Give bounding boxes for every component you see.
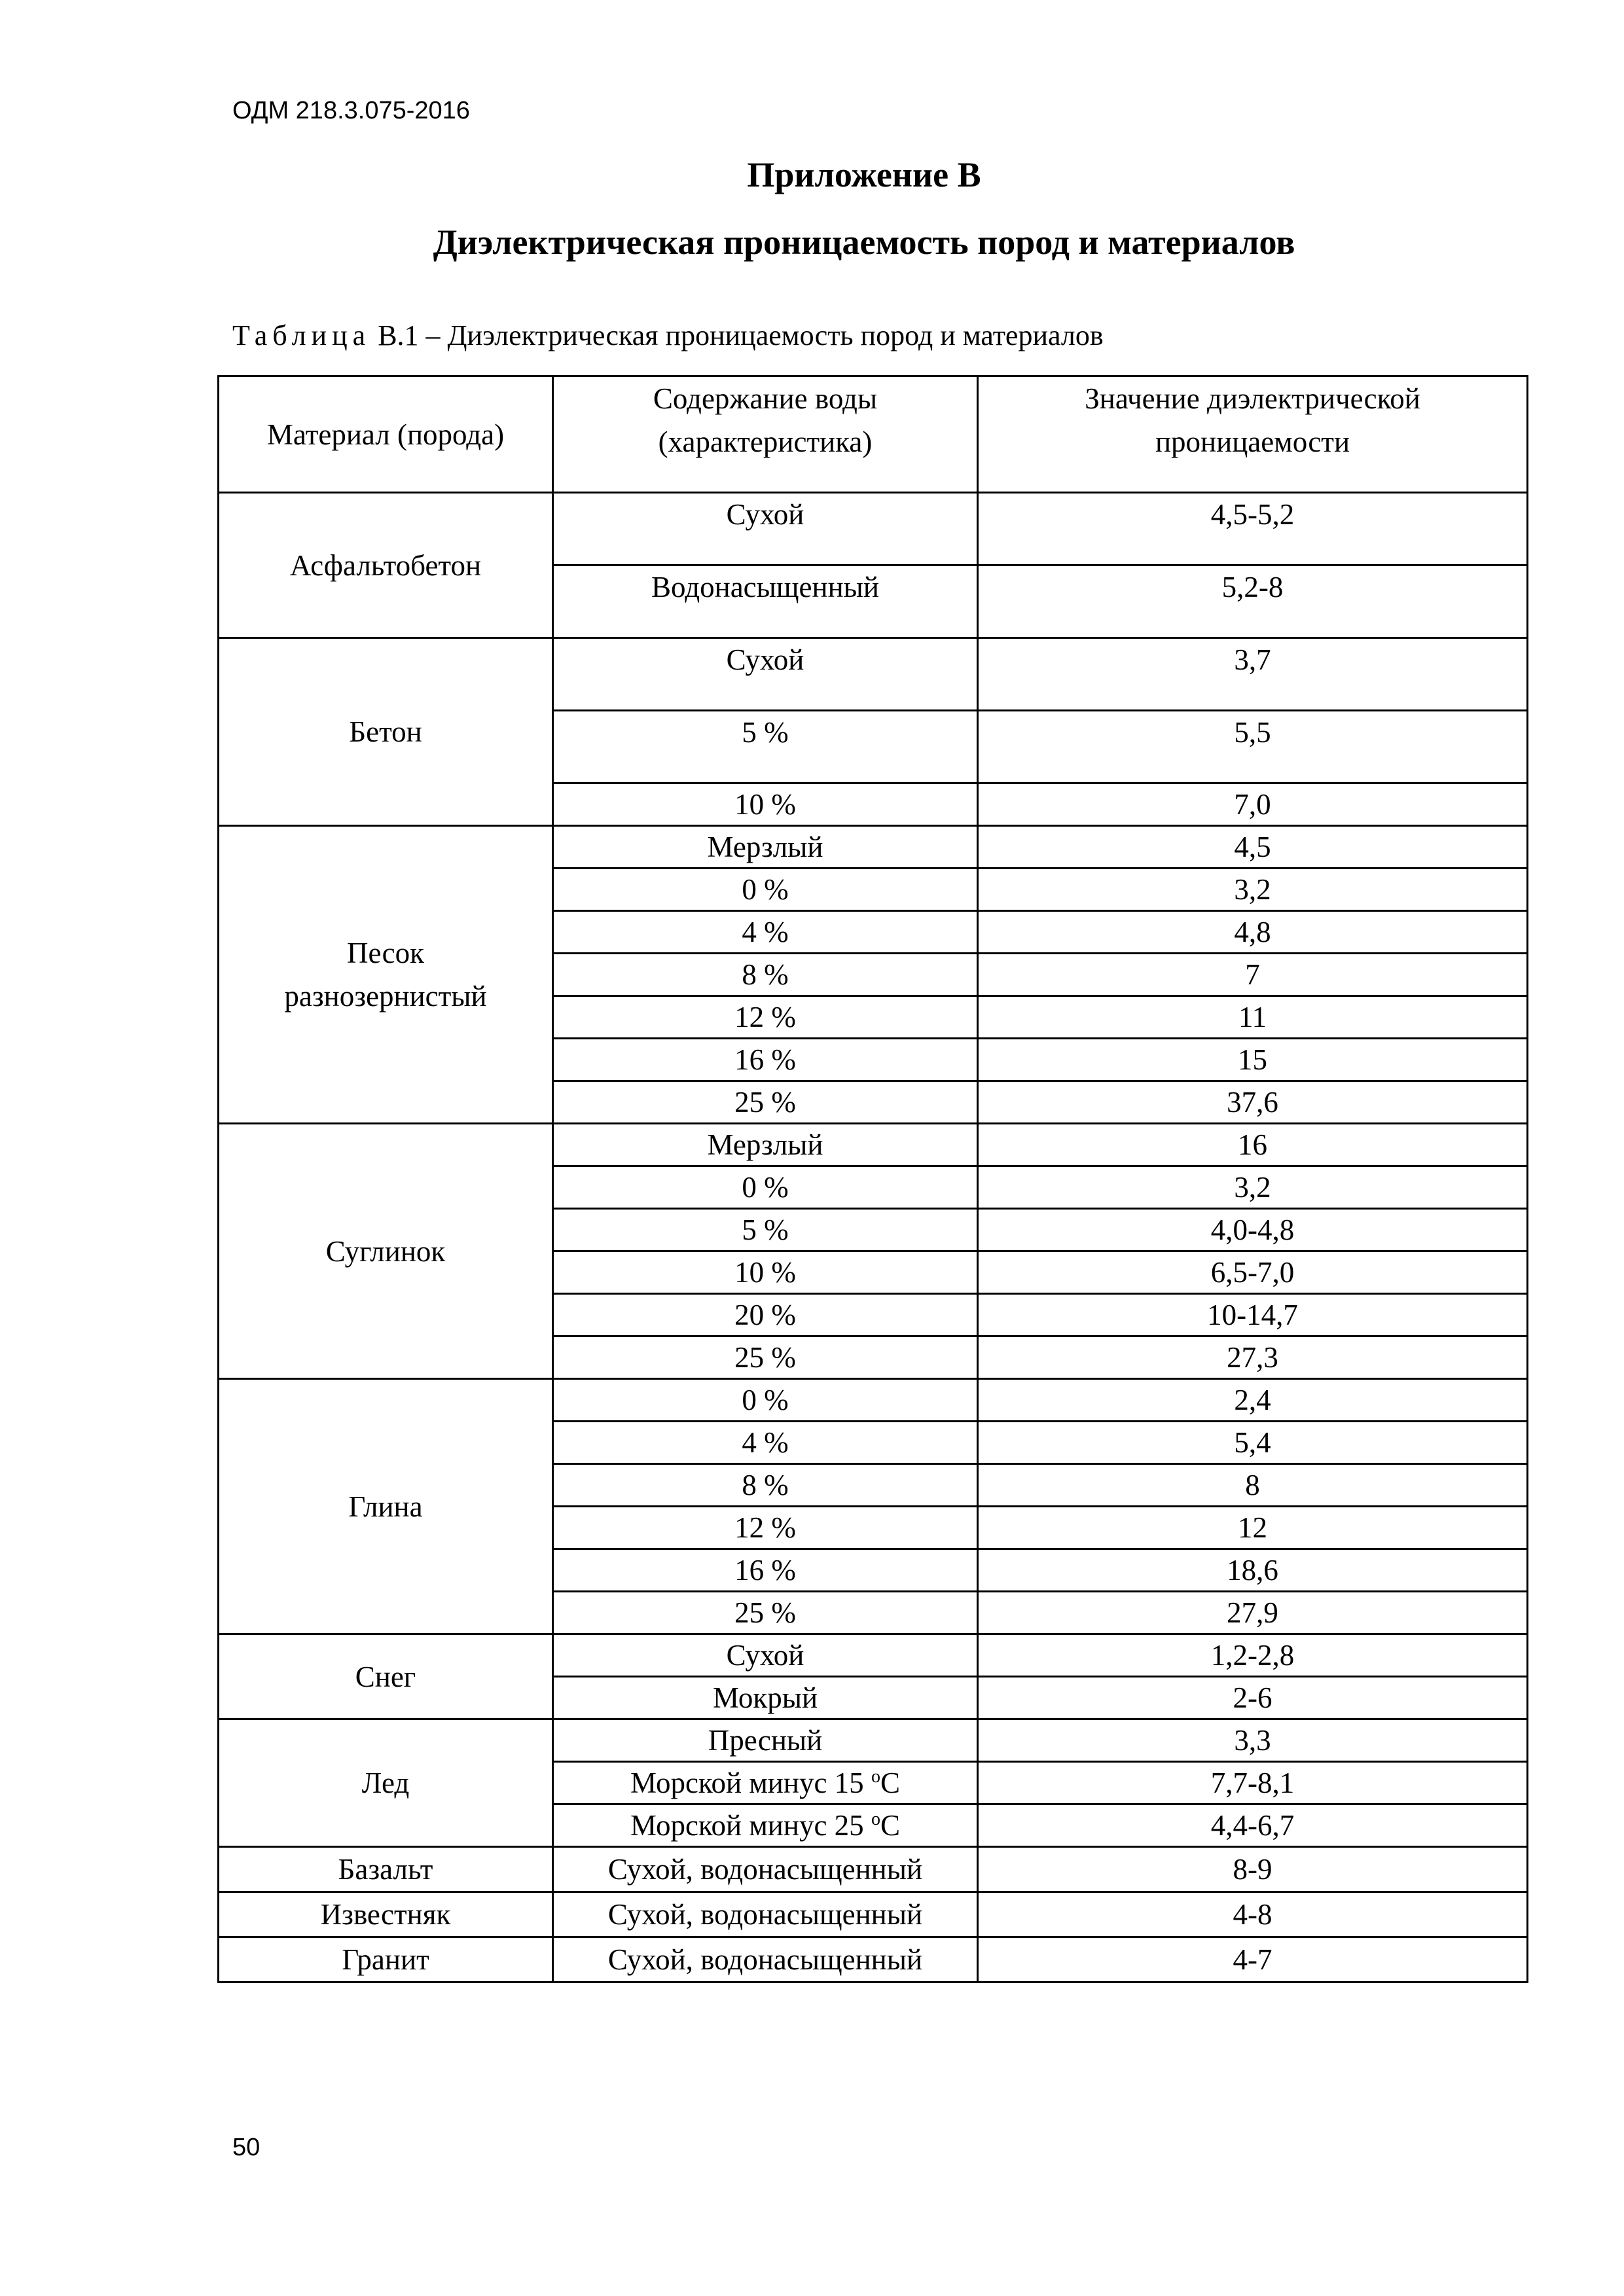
dielectric-value-cell: 6,5-7,0 bbox=[978, 1251, 1528, 1294]
dielectric-table bbox=[217, 375, 1528, 1983]
dielectric-value-cell: 4,4-6,7 bbox=[978, 1804, 1528, 1847]
dielectric-value-cell: 10-14,7 bbox=[978, 1294, 1528, 1336]
page-number: 50 bbox=[232, 2134, 261, 2161]
dielectric-value-cell: 8 bbox=[978, 1464, 1528, 1507]
table-row bbox=[219, 1937, 1528, 1982]
table-row bbox=[219, 1892, 1528, 1937]
table-row bbox=[219, 493, 1528, 565]
water-content-cell: Сухой bbox=[553, 638, 978, 711]
table-caption-label: Таблица bbox=[232, 319, 371, 351]
water-content-cell: 25 % bbox=[553, 1336, 978, 1379]
table-row bbox=[219, 638, 1528, 711]
table-header-row bbox=[219, 376, 1528, 493]
dielectric-value-cell: 3,2 bbox=[978, 869, 1528, 911]
dielectric-value-cell: 37,6 bbox=[978, 1081, 1528, 1124]
water-content-cell: 5 % bbox=[553, 1209, 978, 1251]
water-content-cell: Сухой, водонасыщенный bbox=[553, 1892, 978, 1937]
appendix-title: Приложение В bbox=[747, 155, 981, 194]
material-cell: Базальт bbox=[219, 1847, 553, 1892]
water-content-cell: Мерзлый bbox=[553, 1124, 978, 1166]
dielectric-value-cell: 16 bbox=[978, 1124, 1528, 1166]
water-content-cell: 10 % bbox=[553, 783, 978, 826]
water-content-cell: 10 % bbox=[553, 1251, 978, 1294]
degree-sign: o bbox=[871, 1767, 880, 1787]
water-content-cell: 0 % bbox=[553, 1166, 978, 1209]
table-row bbox=[219, 1124, 1528, 1166]
appendix-subtitle: Диэлектрическая проницаемость пород и материалов bbox=[433, 223, 1295, 262]
column-header-water-content: Содержание воды (характеристика) bbox=[553, 376, 978, 493]
water-content-cell: Сухой bbox=[553, 1634, 978, 1677]
dielectric-value-cell: 18,6 bbox=[978, 1549, 1528, 1592]
water-content-cell: 4 % bbox=[553, 911, 978, 954]
dielectric-value-cell: 7,0 bbox=[978, 783, 1528, 826]
dielectric-value-cell: 3,2 bbox=[978, 1166, 1528, 1209]
table-row bbox=[219, 1719, 1528, 1762]
dielectric-value-cell: 3,3 bbox=[978, 1719, 1528, 1762]
dielectric-value-cell: 2,4 bbox=[978, 1379, 1528, 1422]
dielectric-value-cell: 1,2-2,8 bbox=[978, 1634, 1528, 1677]
dielectric-value-cell: 7 bbox=[978, 954, 1528, 996]
table-row bbox=[219, 1379, 1528, 1422]
water-content-cell: Пресный bbox=[553, 1719, 978, 1762]
dielectric-value-cell: 4-7 bbox=[978, 1937, 1528, 1982]
water-content-cell: 0 % bbox=[553, 1379, 978, 1422]
document-code: ОДМ 218.3.075-2016 bbox=[232, 97, 470, 124]
water-content-cell: Водонасыщенный bbox=[553, 565, 978, 638]
water-content-cell: Мерзлый bbox=[553, 826, 978, 869]
water-content-cell: 0 % bbox=[553, 869, 978, 911]
material-cell: Бетон bbox=[219, 638, 553, 826]
dielectric-value-cell: 4,8 bbox=[978, 911, 1528, 954]
dielectric-value-cell: 11 bbox=[978, 996, 1528, 1039]
dielectric-value-cell: 27,9 bbox=[978, 1592, 1528, 1634]
water-content-cell: 5 % bbox=[553, 711, 978, 783]
water-content-cell: Мокрый bbox=[553, 1677, 978, 1719]
water-content-cell: Сухой, водонасыщенный bbox=[553, 1847, 978, 1892]
dielectric-value-cell: 7,7-8,1 bbox=[978, 1762, 1528, 1804]
dielectric-value-cell: 2-6 bbox=[978, 1677, 1528, 1719]
material-cell: Известняк bbox=[219, 1892, 553, 1937]
temperature-unit: С bbox=[880, 1767, 900, 1799]
dielectric-value-cell: 27,3 bbox=[978, 1336, 1528, 1379]
water-content-cell bbox=[553, 1804, 978, 1847]
dielectric-value-cell: 5,4 bbox=[978, 1422, 1528, 1464]
dielectric-value-cell: 3,7 bbox=[978, 638, 1528, 711]
water-content-cell: 12 % bbox=[553, 1507, 978, 1549]
dielectric-value-cell: 12 bbox=[978, 1507, 1528, 1549]
water-content-text: Морской минус 25 bbox=[630, 1809, 864, 1842]
material-cell: Суглинок bbox=[219, 1124, 553, 1379]
column-header-material: Материал (порода) bbox=[219, 376, 553, 493]
water-content-cell: 8 % bbox=[553, 1464, 978, 1507]
table-caption bbox=[232, 321, 1104, 350]
water-content-cell: 12 % bbox=[553, 996, 978, 1039]
water-content-cell: Сухой bbox=[553, 493, 978, 565]
dielectric-value-cell: 4,0-4,8 bbox=[978, 1209, 1528, 1251]
table-row bbox=[219, 1634, 1528, 1677]
column-header-dielectric-value: Значение диэлектрической проницаемости bbox=[978, 376, 1528, 493]
degree-sign: o bbox=[871, 1809, 880, 1829]
table-row bbox=[219, 1847, 1528, 1892]
table-caption-text: В.1 – Диэлектрическая проницаемость пород и материалов bbox=[378, 319, 1104, 351]
dielectric-value-cell: 4-8 bbox=[978, 1892, 1528, 1937]
water-content-cell: 16 % bbox=[553, 1549, 978, 1592]
material-cell: Лед bbox=[219, 1719, 553, 1847]
water-content-cell bbox=[553, 1762, 978, 1804]
water-content-cell: 4 % bbox=[553, 1422, 978, 1464]
water-content-cell: 16 % bbox=[553, 1039, 978, 1081]
water-content-cell: Сухой, водонасыщенный bbox=[553, 1937, 978, 1982]
water-content-text: Морской минус 15 bbox=[630, 1767, 864, 1799]
temperature-unit: С bbox=[880, 1809, 900, 1842]
water-content-cell: 25 % bbox=[553, 1081, 978, 1124]
material-cell: Глина bbox=[219, 1379, 553, 1634]
material-cell: Асфальтобетон bbox=[219, 493, 553, 638]
water-content-cell: 20 % bbox=[553, 1294, 978, 1336]
dielectric-value-cell: 4,5 bbox=[978, 826, 1528, 869]
table-row bbox=[219, 826, 1528, 869]
dielectric-value-cell: 5,2-8 bbox=[978, 565, 1528, 638]
water-content-cell: 25 % bbox=[553, 1592, 978, 1634]
dielectric-value-cell: 5,5 bbox=[978, 711, 1528, 783]
material-cell: Песок разнозернистый bbox=[219, 826, 553, 1124]
water-content-cell: 8 % bbox=[553, 954, 978, 996]
dielectric-value-cell: 15 bbox=[978, 1039, 1528, 1081]
dielectric-value-cell: 8-9 bbox=[978, 1847, 1528, 1892]
material-cell: Снег bbox=[219, 1634, 553, 1719]
dielectric-value-cell: 4,5-5,2 bbox=[978, 493, 1528, 565]
material-cell: Гранит bbox=[219, 1937, 553, 1982]
